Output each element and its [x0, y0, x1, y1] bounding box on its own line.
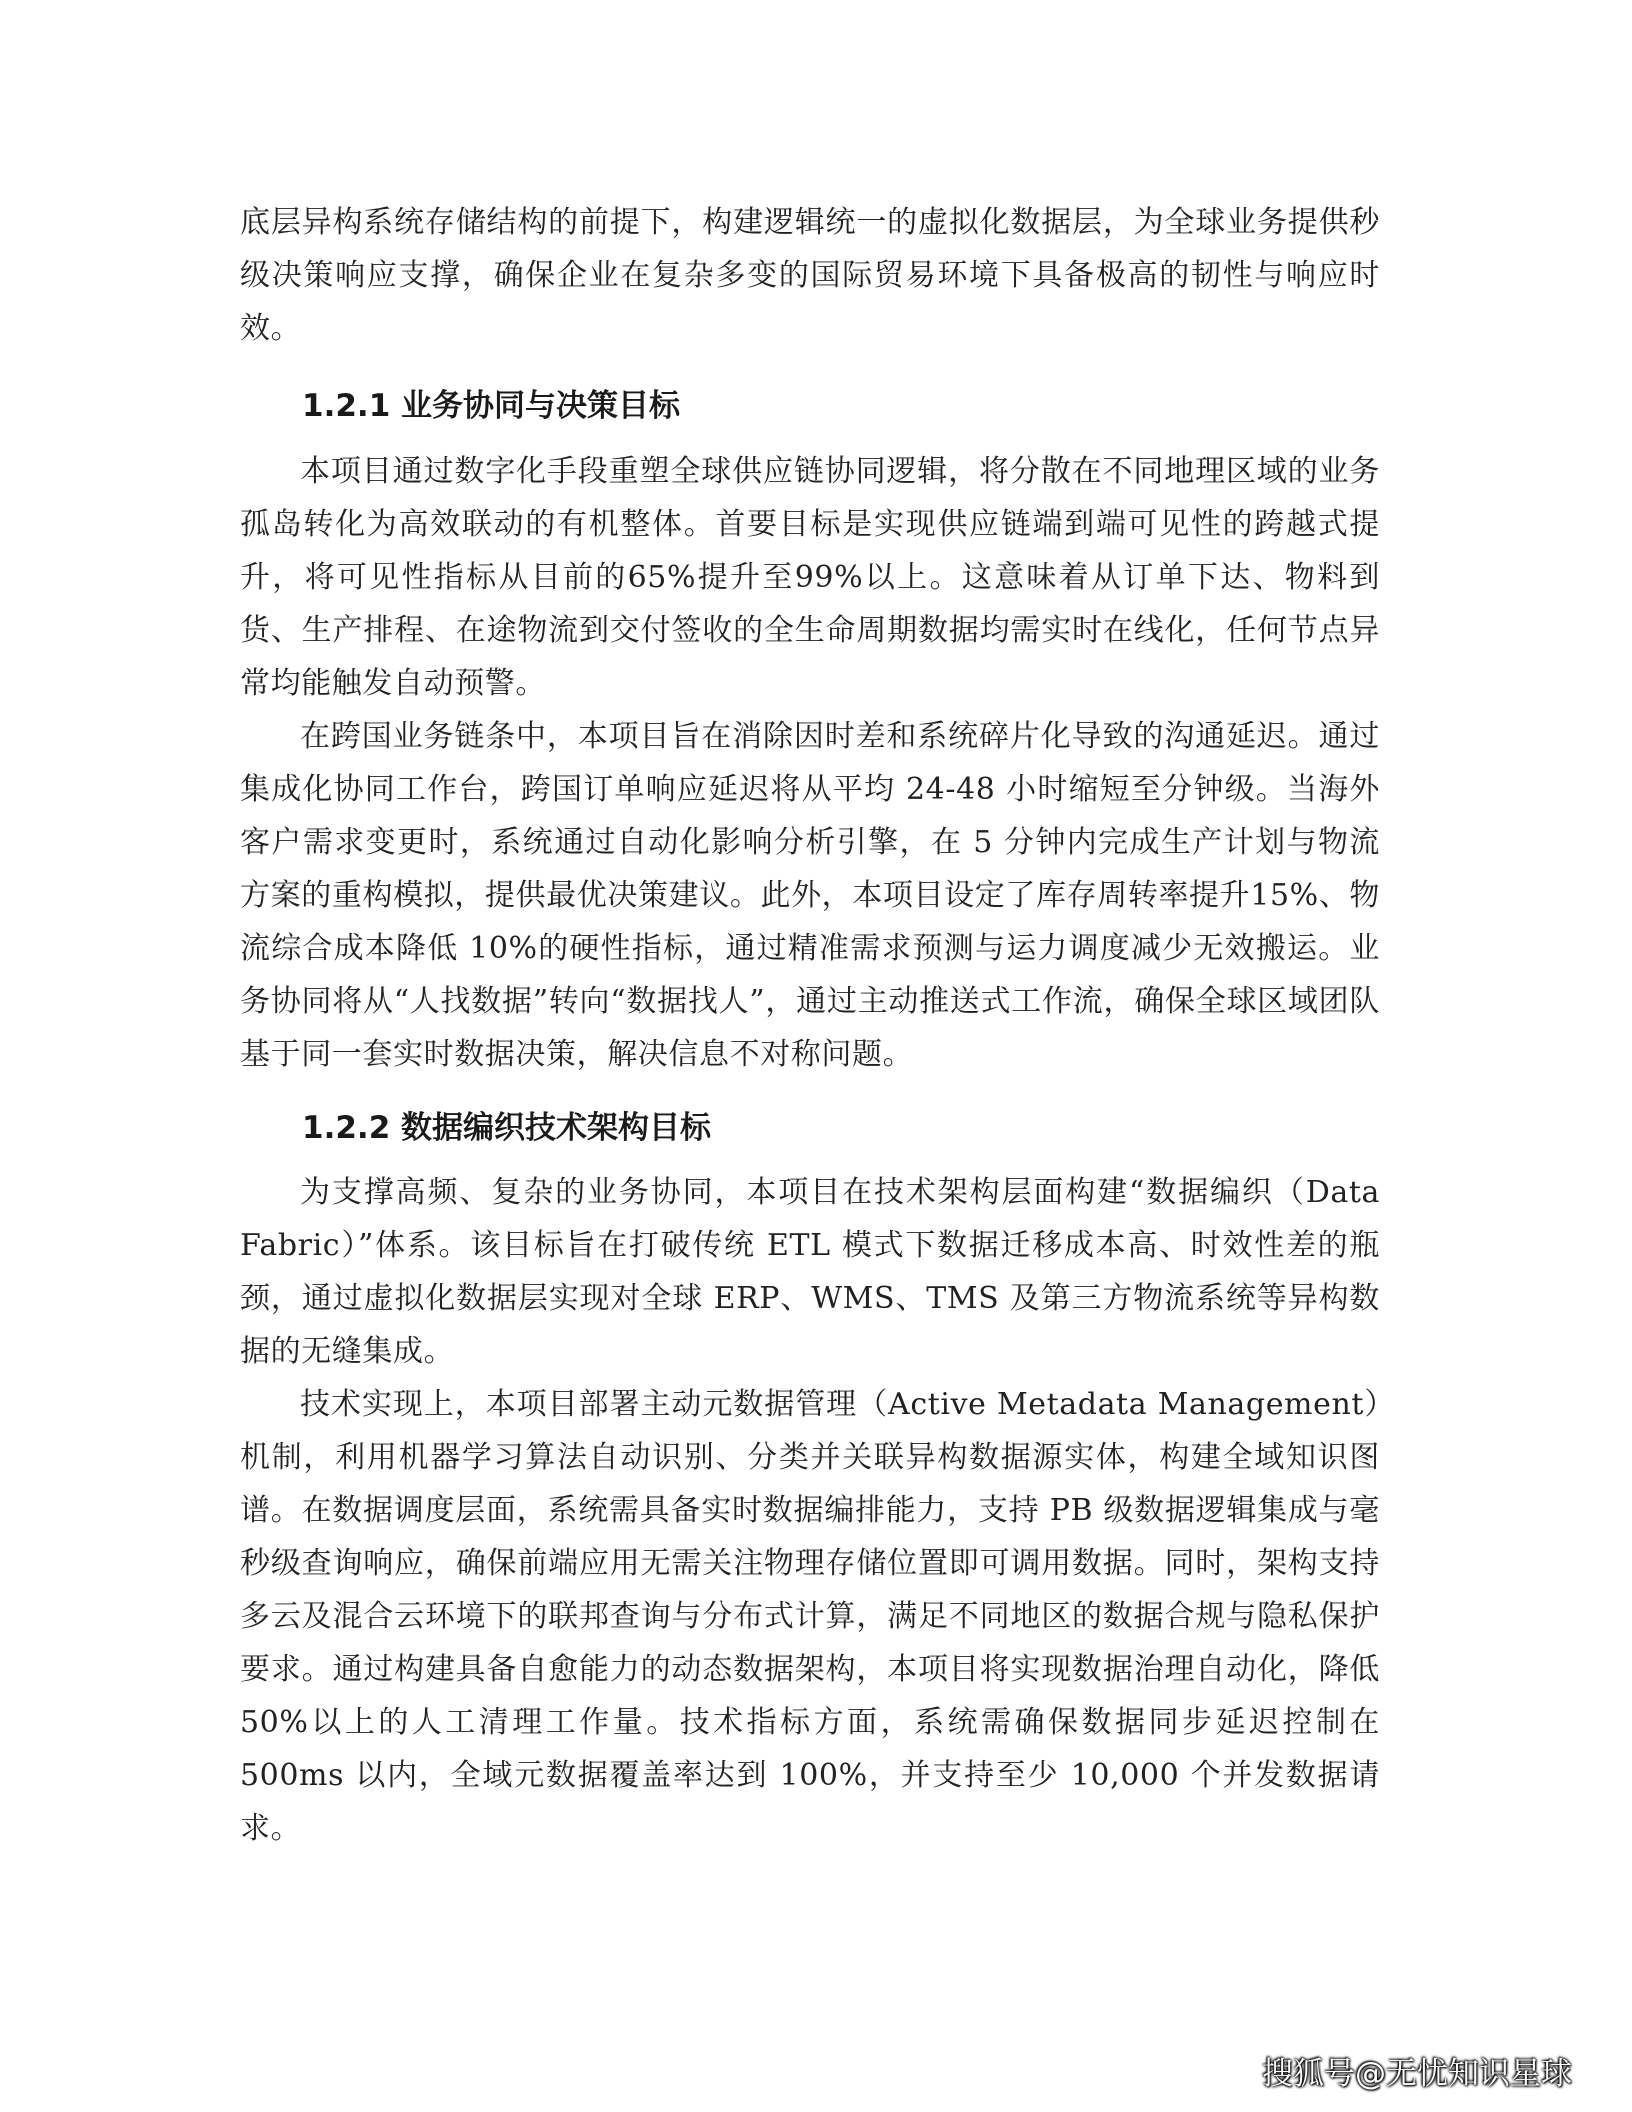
body-paragraph: 技术实现上，本项目部署主动元数据管理（Active Metadata Management）机制，利用机器学习算法自动识别、分类并关联异构数据源实体，构建全域知识图谱。在数据调度层面，系统需具备实时数据编排能力，支持 PB 级数据逻辑集成与毫秒级查询响应，确保前端应用无需关注物理存储位置即可调用数据。同时，架构支持多云及混合云环境下的联邦查询与分布式计算，满足不同地区的数据合规与隐私保护要求。通过构建具备自愈能力的动态数据架构，本项目将实现数据治理自动化，降低 50%以上的人工清理工作量。技术指标方面，系统需确保数据同步延迟控制在 500ms 以内，全域元数据覆盖率达到 100%，并支持至少 10,000 个并发数据请求。 [240, 1387, 1380, 1846]
body-paragraph: 本项目通过数字化手段重塑全球供应链协同逻辑，将分散在不同地理区域的业务孤岛转化为高效联动的有机整体。首要目标是实现供应链端到端可见性的跨越式提升，将可见性指标从目前的65%提升至99%以上。这意味着从订单下达、物料到货、生产排程、在途物流到交付签收的全生命周期数据均需实时在线化，任何节点异常均能触发自动预警。 [240, 454, 1380, 701]
intro-paragraph: 底层异构系统存储结构的前提下，构建逻辑统一的虚拟化数据层，为全球业务提供秒级决策响应支撑，确保企业在复杂多变的国际贸易环境下具备极高的韧性与响应时效。 [240, 205, 1380, 346]
section-heading-1-2-2: 1.2.2 数据编织技术架构目标 [302, 1110, 712, 1146]
source-watermark: 搜狐号@无忧知识星球 [1262, 2056, 1572, 2092]
body-paragraph: 在跨国业务链条中，本项目旨在消除因时差和系统碎片化导致的沟通延迟。通过集成化协同工作台，跨国订单响应延迟将从平均 24-48 小时缩短至分钟级。当海外客户需求变更时，系统通过自动化影响分析引擎，在 5 分钟内完成生产计划与物流方案的重构模拟，提供最优决策建议。此外，本项目设定了库存周转率提升15%、物流综合成本降低 10%的硬性指标，通过精准需求预测与运力调度减少无效搬运。业务协同将从“人找数据”转向“数据找人”，通过主动推送式工作流，确保全球区域团队基于同一套实时数据决策，解决信息不对称问题。 [240, 719, 1380, 1072]
body-paragraph: 为支撑高频、复杂的业务协同，本项目在技术架构层面构建“数据编织（Data Fabric）”体系。该目标旨在打破传统 ETL 模式下数据迁移成本高、时效性差的瓶颈，通过虚拟化数据层实现对全球 ERP、WMS、TMS 及第三方物流系统等异构数据的无缝集成。 [240, 1175, 1380, 1369]
document-page [240, 196, 1380, 1855]
section-heading-1-2-1: 1.2.1 业务协同与决策目标 [302, 388, 681, 424]
